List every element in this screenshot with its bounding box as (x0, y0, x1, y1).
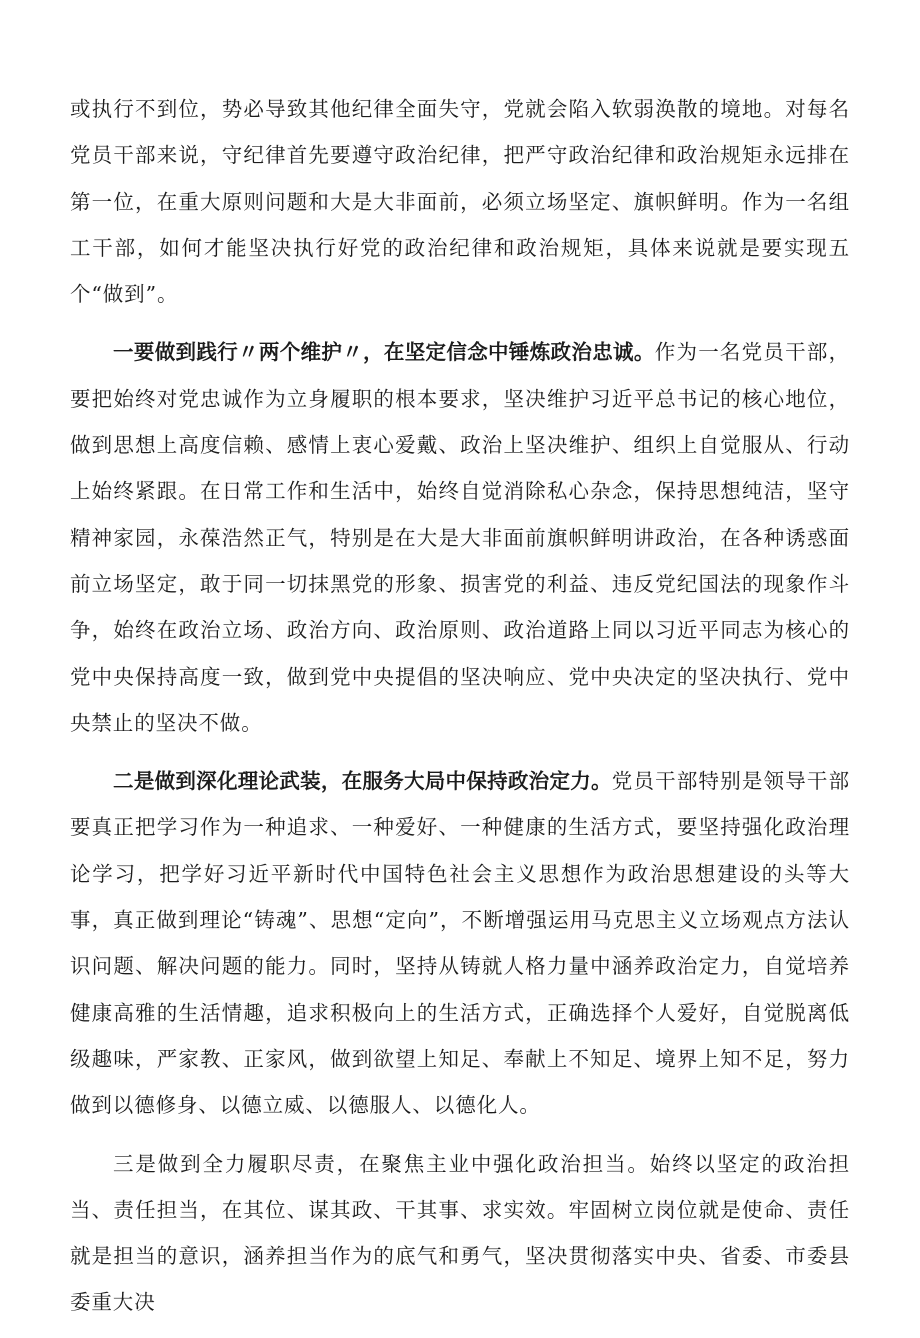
paragraph-text: 三是做到全力履职尽责，在聚焦主业中强化政治担当。始终以坚定的政治担当、责任担当，在其位、谋其政、干其事、求实效。牢固树立岗位就是使命、责任就是担当的意识，涵养担当作为的底气和勇气，坚决贯彻落实中央、省委、市委县委重大决 (70, 1151, 850, 1315)
paragraph-text: 作为一名党员干部，要把始终对党忠诚作为立身履职的根本要求，坚决维护习近平总书记的核心地位，做到思想上高度信赖、感情上衷心爱戴、政治上坚决维护、组织上自觉服从、行动上始终紧跟。在日常工作和生活中，始终自觉消除私心杂念，保持思想纯洁，坚守精神家园，永葆浩然正气，特别是在大是大非面前旗帜鲜明讲政治，在各种诱惑面前立场坚定，敢于同一切抹黑党的形象、损害党的利益、违反党纪国法的现象作斗争，始终在政治立场、政治方向、政治原则、政治道路上同以习近平同志为核心的党中央保持高度一致，做到党中央提倡的坚决响应、党中央决定的坚决执行、党中央禁止的坚决不做。 (70, 340, 851, 735)
paragraph-continuation (70, 86, 850, 317)
document-page (70, 86, 850, 1338)
paragraph-point-two (70, 758, 850, 1128)
paragraph-text: 或执行不到位，势必导致其他纪律全面失守，党就会陷入软弱涣散的境地。对每名党员干部来说，守纪律首先要遵守政治纪律，把严守政治纪律和政治规矩永远排在第一位，在重大原则问题和大是大非面前，必须立场坚定、旗帜鲜明。作为一名组工干部，如何才能坚决执行好党的政治纪律和政治规矩，具体来说就是要实现五个“做到”。 (70, 97, 850, 307)
paragraph-point-one (70, 329, 850, 746)
paragraph-lead-heading: 一要做到践行〃两个维护〃，在坚定信念中锤炼政治忠诚。 (113, 340, 655, 365)
paragraph-lead-heading: 二是做到深化理论武装，在服务大局中保持政治定力。 (113, 769, 612, 794)
paragraph-text: 党员干部特别是领导干部要真正把学习作为一种追求、一种爱好、一种健康的生活方式，要坚持强化政治理论学习，把学好习近平新时代中国特色社会主义思想作为政治思想建设的头等大事，真正做到理论“铸魂”、思想“定向”，不断增强运用马克思主义立场观点方法认识问题、解决问题的能力。同时，坚持从铸就人格力量中涵养政治定力，自觉培养健康高雅的生活情趣，追求积极向上的生活方式，正确选择个人爱好，自觉脱离低级趣味，严家教、正家风，做到欲望上知足、奉献上不知足、境界上知不足，努力做到以德修身、以德立威、以德服人、以德化人。 (70, 769, 851, 1118)
paragraph-point-three (70, 1141, 850, 1326)
